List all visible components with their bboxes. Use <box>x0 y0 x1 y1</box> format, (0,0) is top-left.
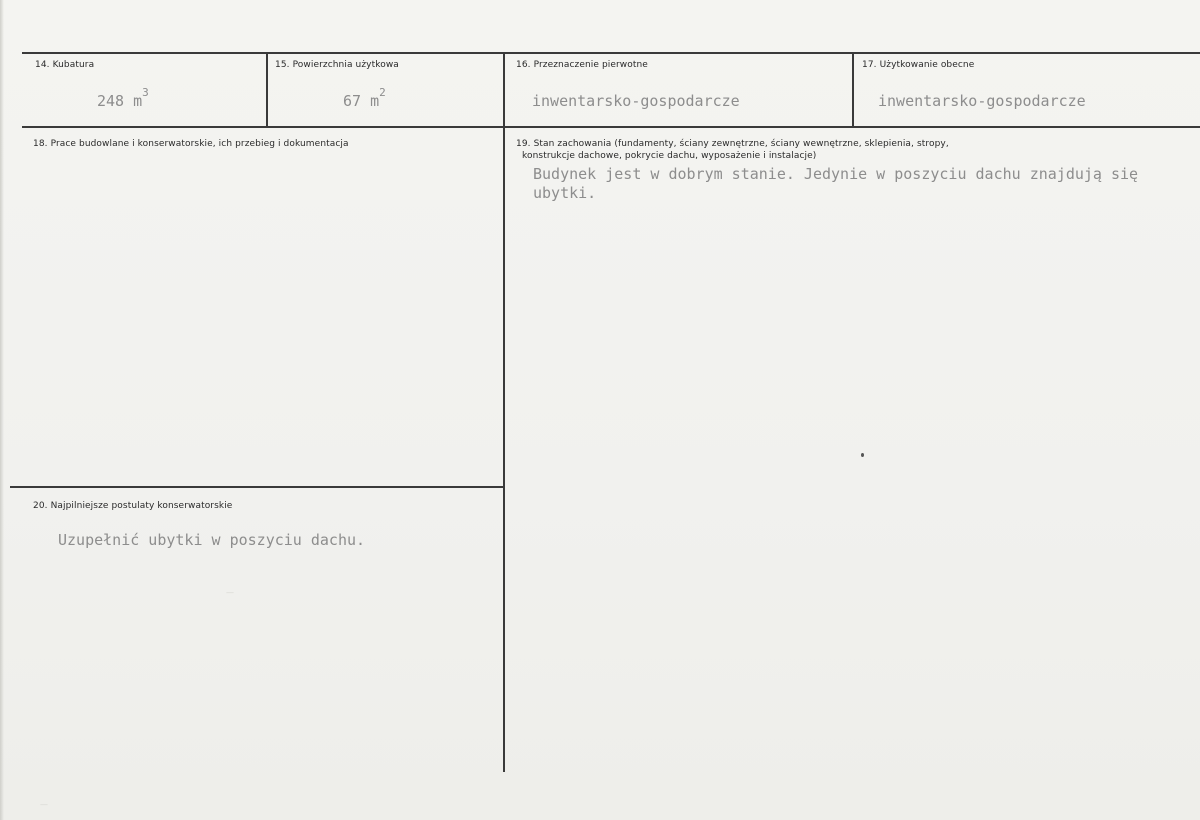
field-17-value: inwentarsko-gospodarcze <box>878 92 1086 110</box>
field-19-label-line1: 19. Stan zachowania (fundamenty, ściany zewnętrzne, ściany wewnętrzne, sklepienia, stropy, <box>516 139 949 149</box>
rule-section-20-top <box>10 486 504 488</box>
faint-print-through: — <box>226 588 234 597</box>
field-14-label: 14. Kubatura <box>35 60 95 70</box>
field-15-exponent: 2 <box>379 86 386 99</box>
field-20-label: 20. Najpilniejsze postulaty konserwatorskie <box>33 501 233 511</box>
field-20-value: Uzupełnić ubytki w poszyciu dachu. <box>58 531 366 549</box>
rule-row1-bottom <box>22 126 1200 128</box>
field-17-label: 17. Użytkowanie obecne <box>862 60 975 70</box>
field-14-number: 248 <box>97 92 125 110</box>
field-15-value <box>343 86 386 110</box>
rule-top <box>22 52 1200 54</box>
field-15-number: 67 <box>343 92 362 110</box>
card-edge-shadow <box>0 0 4 820</box>
rule-col-main <box>503 52 505 772</box>
field-15-label: 15. Powierzchnia użytkowa <box>275 60 399 70</box>
field-15-unit: m <box>370 92 380 110</box>
rule-col-14-15 <box>266 52 268 128</box>
field-14-value <box>97 86 149 110</box>
ink-speck <box>861 453 864 457</box>
field-16-label: 16. Przeznaczenie pierwotne <box>516 60 648 70</box>
field-14-exponent: 3 <box>142 86 149 99</box>
faint-print-through: — <box>40 800 48 809</box>
rule-col-16-17 <box>852 52 854 128</box>
field-16-value: inwentarsko-gospodarcze <box>532 92 740 110</box>
field-19-label-line2: konstrukcje dachowe, pokrycie dachu, wyposażenie i instalacje) <box>522 151 817 161</box>
field-19-value: Budynek jest w dobrym stanie. Jedynie w poszyciu dachu znajdują się ubytki. <box>533 165 1139 202</box>
field-14-unit: m <box>133 92 143 110</box>
field-18-label: 18. Prace budowlane i konserwatorskie, ich przebieg i dokumentacja <box>33 139 349 149</box>
